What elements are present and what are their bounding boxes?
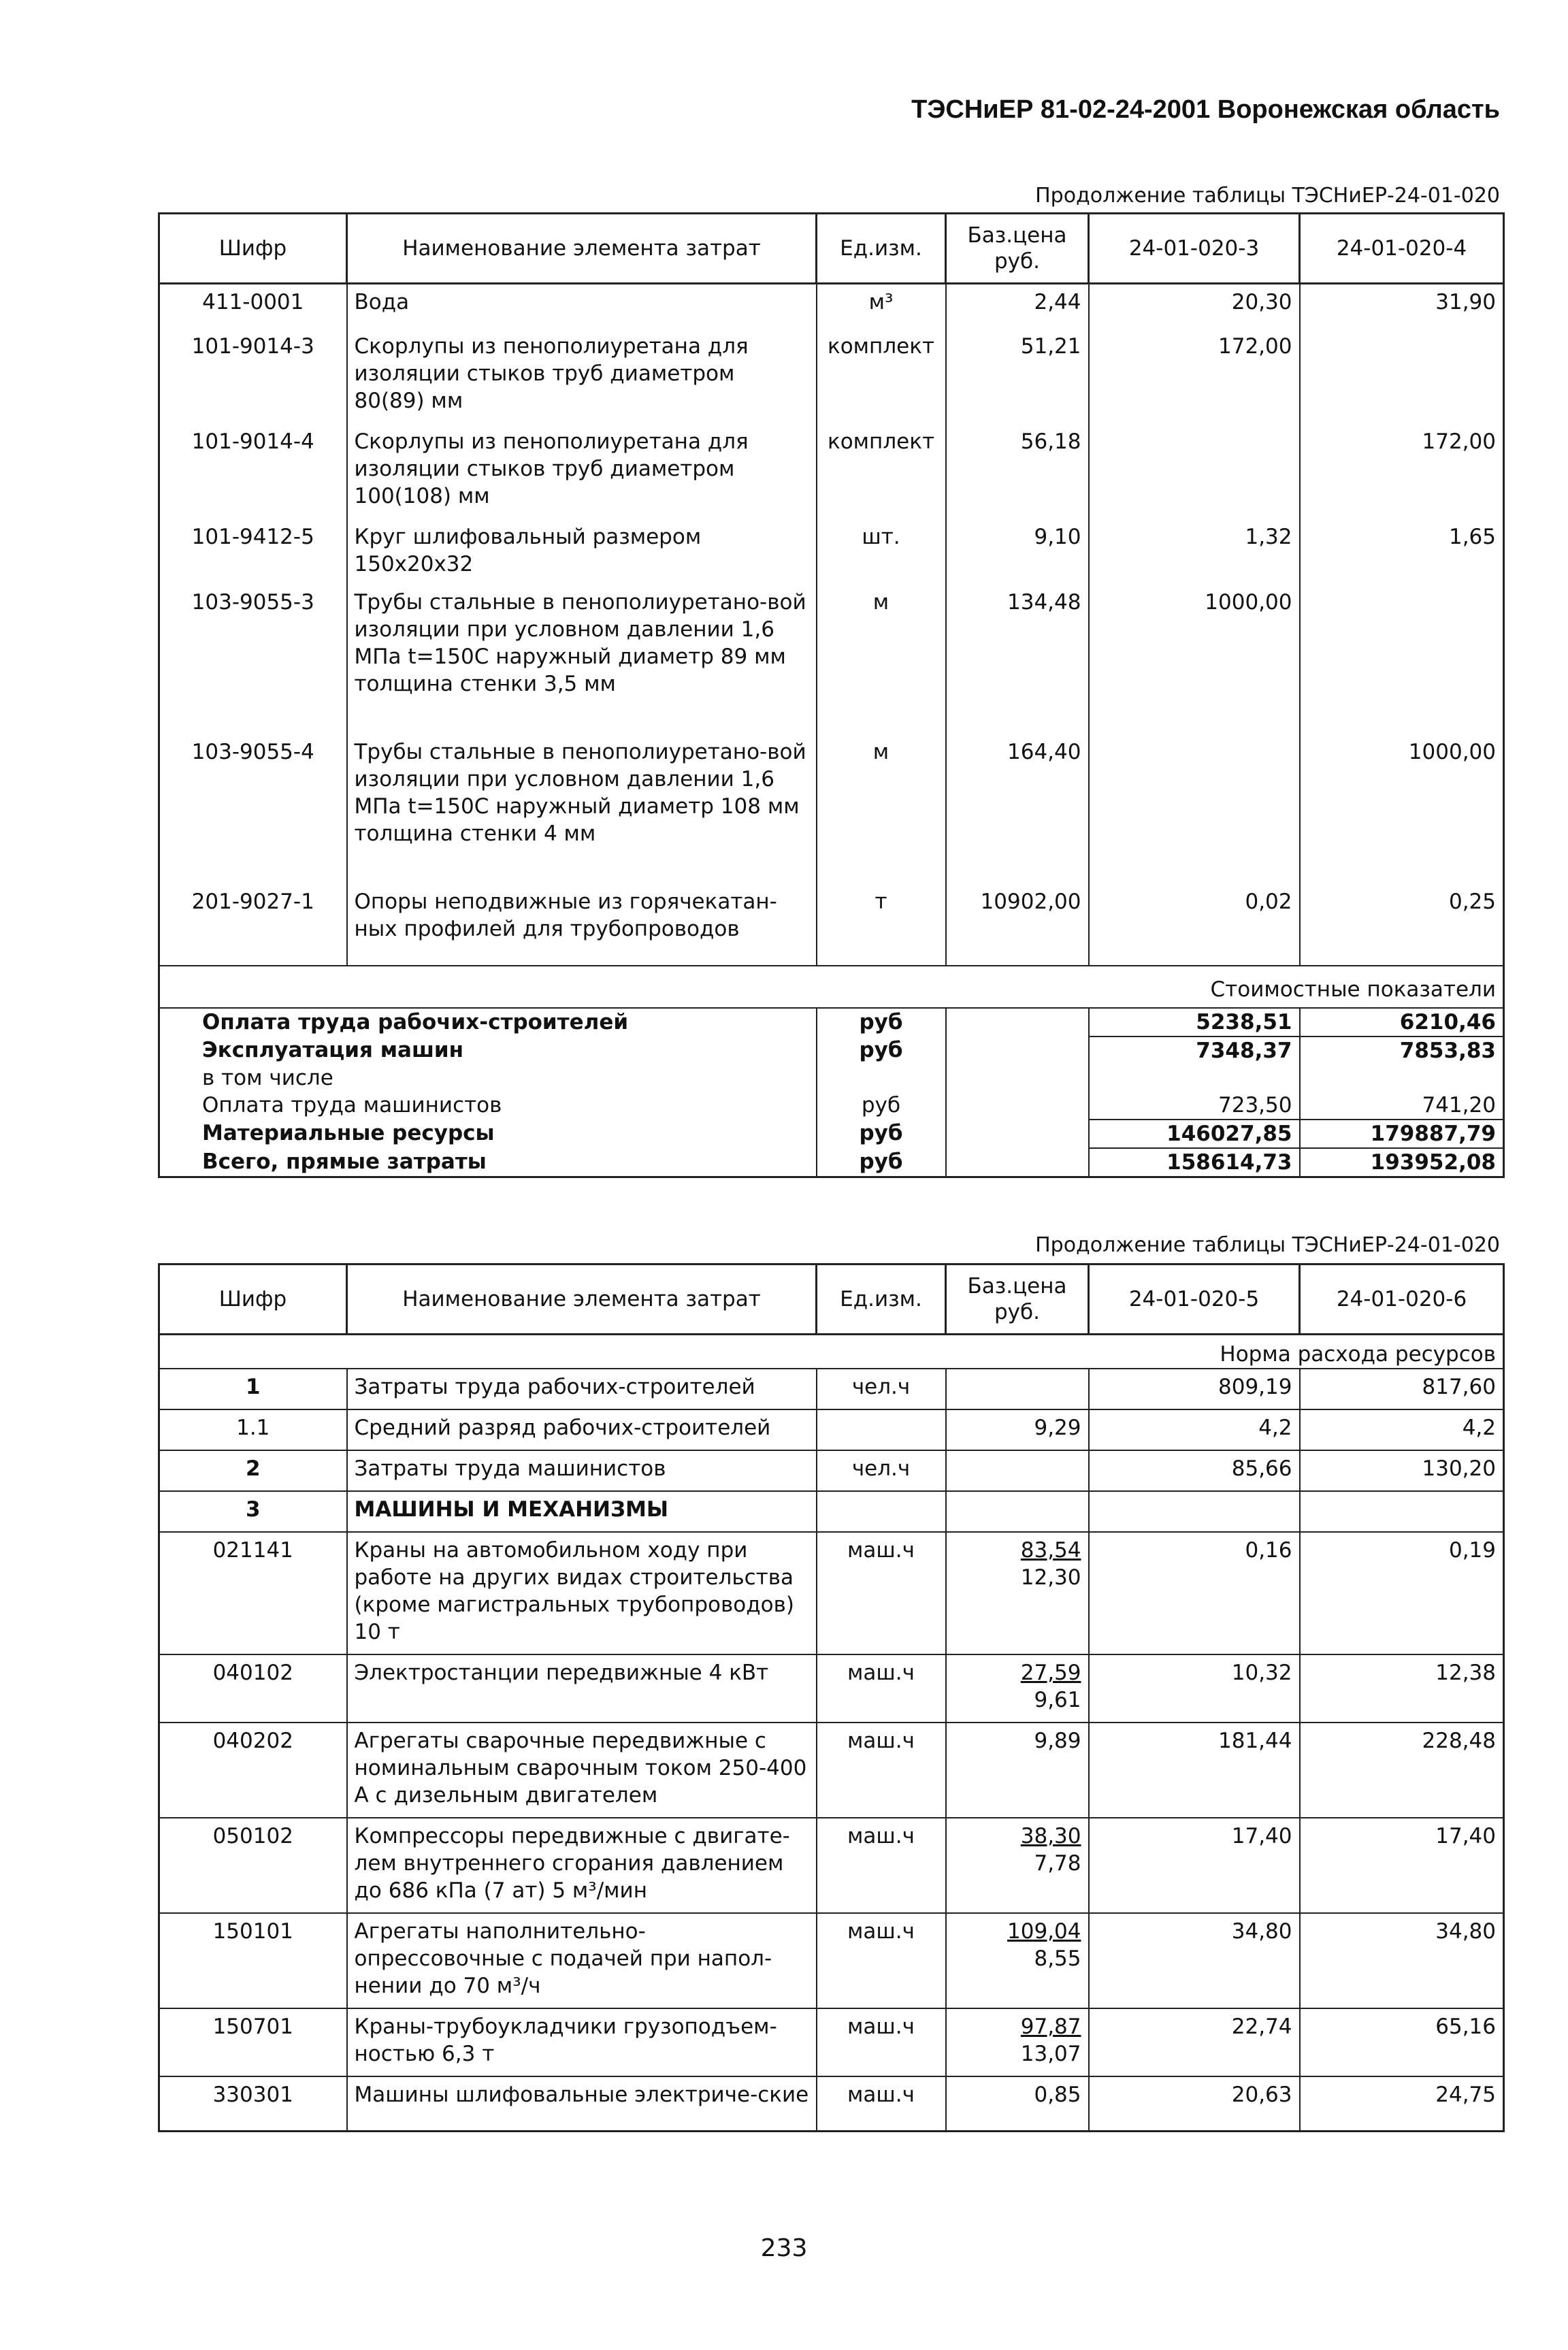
- row-value-1: 34,80: [1089, 1913, 1300, 2008]
- cost-value-2: 179887,79: [1300, 1120, 1504, 1148]
- cost-value-1: [1089, 1064, 1300, 1092]
- table2: [158, 1263, 1505, 2132]
- row-value-2: 0,19: [1300, 1532, 1504, 1654]
- table1-body: [159, 284, 1504, 1177]
- cost-unit: руб: [817, 1037, 946, 1064]
- row-price-total: 109,04: [1007, 1919, 1081, 1944]
- col-header-code: Шифр: [159, 1264, 347, 1335]
- row-price: [946, 1532, 1089, 1654]
- row-value-1: 20,63: [1089, 2076, 1300, 2131]
- row-price-wage: 8,55: [1034, 1946, 1081, 1971]
- row-value-2: [1300, 329, 1504, 424]
- table-row: [159, 2008, 1504, 2076]
- col-header-norm-2: 24-01-020-4: [1300, 214, 1504, 284]
- row-name: Скорлупы из пенополиуретана для изоляции стыков труб диаметром 80(89) мм: [347, 329, 817, 424]
- row-unit: шт.: [817, 519, 946, 585]
- cost-row: [159, 1064, 1504, 1092]
- row-value-1: 22,74: [1089, 2008, 1300, 2076]
- col-header-norm-1: 24-01-020-3: [1089, 214, 1300, 284]
- row-name: Затраты труда машинистов: [347, 1450, 817, 1491]
- row-value-2: 130,20: [1300, 1450, 1504, 1491]
- table-row: [159, 1369, 1504, 1409]
- table-row: [159, 1491, 1504, 1532]
- row-value-1: 172,00: [1089, 329, 1300, 424]
- row-value-1: 10,32: [1089, 1654, 1300, 1723]
- row-name: Вода: [347, 284, 817, 329]
- cost-value-2: 193952,08: [1300, 1148, 1504, 1177]
- col-header-code: Шифр: [159, 214, 347, 284]
- row-value-2: 4,2: [1300, 1409, 1504, 1450]
- row-price: [946, 1369, 1089, 1409]
- row-price-wage: 9,61: [1034, 1688, 1081, 1712]
- row-price: [946, 2008, 1089, 2076]
- row-price: 56,18: [946, 424, 1089, 519]
- row-value-2: 24,75: [1300, 2076, 1504, 2131]
- cost-price-empty: [946, 1008, 1089, 1037]
- row-price: 51,21: [946, 329, 1089, 424]
- row-unit: маш.ч: [817, 1532, 946, 1654]
- row-price: [946, 1654, 1089, 1723]
- row-unit: м³: [817, 284, 946, 329]
- row-name: Машины шлифовальные электриче-ские: [347, 2076, 817, 2131]
- cost-value-2: 6210,46: [1300, 1008, 1504, 1037]
- row-price: 9,10: [946, 519, 1089, 585]
- row-name: Электростанции передвижные 4 кВт: [347, 1654, 817, 1723]
- row-price-total: 27,59: [1020, 1661, 1081, 1685]
- row-value-2: 1000,00: [1300, 734, 1504, 884]
- cost-unit: руб: [817, 1120, 946, 1148]
- cost-price-empty: [946, 1064, 1089, 1092]
- table1: [158, 212, 1505, 1178]
- row-code: 201-9027-1: [191, 889, 314, 914]
- row-value-1: 4,2: [1089, 1409, 1300, 1450]
- table2-body: [159, 1335, 1504, 2132]
- row-code: 101-9014-3: [191, 333, 314, 359]
- cost-row: [159, 1037, 1504, 1064]
- row-price-total: 38,30: [1020, 1824, 1081, 1848]
- cost-value-1: 146027,85: [1089, 1120, 1300, 1148]
- row-code: 411-0001: [202, 290, 304, 314]
- row-unit: [817, 1409, 946, 1450]
- cost-value-2: 7853,83: [1300, 1037, 1504, 1064]
- row-unit: маш.ч: [817, 1913, 946, 2008]
- row-price: [946, 1450, 1089, 1491]
- table1-continuation-label: Продолжение таблицы ТЭСНиЕР-24-01-020: [1035, 184, 1500, 208]
- cost-label: в том числе: [202, 1065, 333, 1090]
- row-code: 103-9055-3: [191, 589, 314, 615]
- row-code: 050102: [159, 1818, 347, 1913]
- row-value-2: [1300, 1491, 1504, 1532]
- row-value-2: 228,48: [1300, 1723, 1504, 1818]
- cost-value-1: 7348,37: [1089, 1037, 1300, 1064]
- row-code: 1: [159, 1369, 347, 1409]
- row-unit: м: [817, 734, 946, 884]
- row-name: Круг шлифовальный размером 150х20х32: [347, 519, 817, 585]
- row-price: 2,44: [946, 284, 1089, 329]
- row-price-total: 9,89: [1034, 1729, 1081, 1753]
- cost-price-empty: [946, 1092, 1089, 1120]
- row-value-1: 1,32: [1089, 519, 1300, 585]
- row-price-wage: 13,07: [1020, 2042, 1081, 2066]
- row-name: Опоры неподвижные из горячекатан-ных профилей для трубопроводов: [347, 884, 817, 966]
- table-row: [159, 329, 1504, 424]
- cost-unit: руб: [817, 1148, 946, 1177]
- cost-row: [159, 1148, 1504, 1177]
- table-row: [159, 1409, 1504, 1450]
- row-code: 101-9014-4: [191, 429, 314, 454]
- cost-unit: руб: [817, 1092, 946, 1120]
- row-price: [946, 1409, 1089, 1450]
- cost-label: Всего, прямые затраты: [202, 1149, 487, 1174]
- table-row: [159, 1723, 1504, 1818]
- row-code: 2: [159, 1450, 347, 1491]
- cost-unit: [817, 1064, 946, 1092]
- table2-header-row: [159, 1264, 1504, 1335]
- row-value-1: 809,19: [1089, 1369, 1300, 1409]
- row-unit: маш.ч: [817, 2076, 946, 2131]
- table-row: [159, 1654, 1504, 1723]
- col-header-norm-2: 24-01-020-6: [1300, 1264, 1504, 1335]
- row-code: 021141: [159, 1532, 347, 1654]
- row-price-total: 9,29: [1034, 1416, 1081, 1440]
- row-value-2: 34,80: [1300, 1913, 1504, 2008]
- row-value-2: 17,40: [1300, 1818, 1504, 1913]
- row-value-2: 65,16: [1300, 2008, 1504, 2076]
- cost-unit: руб: [817, 1008, 946, 1037]
- col-header-unit: Ед.изм.: [817, 214, 946, 284]
- row-value-2: 0,25: [1300, 884, 1504, 966]
- row-name: Скорлупы из пенополиуретана для изоляции стыков труб диаметром 100(108) мм: [347, 424, 817, 519]
- row-name: Трубы стальные в пенополиуретано-вой изоляции при условном давлении 1,6 МПа t=150C наружный диаметр 89 мм толщина стенки 3,5 мм: [347, 585, 817, 734]
- col-header-name: Наименование элемента затрат: [347, 1264, 817, 1335]
- norm-section-title-row: [159, 1335, 1504, 1369]
- cost-row: [159, 1092, 1504, 1120]
- table-row: [159, 519, 1504, 585]
- row-code: 330301: [159, 2076, 347, 2131]
- table-row: [159, 884, 1504, 966]
- row-price: 134,48: [946, 585, 1089, 734]
- cost-section-title: Стоимостные показатели: [159, 966, 1504, 1008]
- row-value-2: [1300, 585, 1504, 734]
- row-name: Средний разряд рабочих-строителей: [347, 1409, 817, 1450]
- row-unit: маш.ч: [817, 1654, 946, 1723]
- row-price-total: 83,54: [1020, 1538, 1081, 1563]
- cost-value-1: 5238,51: [1089, 1008, 1300, 1037]
- row-unit: чел.ч: [817, 1369, 946, 1409]
- table-row: [159, 1818, 1504, 1913]
- row-unit: маш.ч: [817, 2008, 946, 2076]
- row-name: Краны на автомобильном ходу при работе на других видах строительства (кроме магистральных трубопроводов) 10 т: [347, 1532, 817, 1654]
- row-value-1: 1000,00: [1089, 585, 1300, 734]
- row-code: 150701: [159, 2008, 347, 2076]
- cost-value-1: 158614,73: [1089, 1148, 1300, 1177]
- cost-value-2: 741,20: [1300, 1092, 1504, 1120]
- row-name: Трубы стальные в пенополиуретано-вой изоляции при условном давлении 1,6 МПа t=150C наружный диаметр 108 мм толщина стенки 4 мм: [347, 734, 817, 884]
- table-row: [159, 2076, 1504, 2131]
- cost-label: Оплата труда машинистов: [202, 1092, 502, 1117]
- row-code: 3: [159, 1491, 347, 1532]
- col-header-name: Наименование элемента затрат: [347, 214, 817, 284]
- cost-row: [159, 1120, 1504, 1148]
- cost-label: Оплата труда рабочих-строителей: [159, 1008, 817, 1037]
- cost-section-title-row: [159, 966, 1504, 1008]
- row-price-total: 0,85: [1034, 2083, 1081, 2107]
- row-code: 150101: [159, 1913, 347, 2008]
- row-unit: комплект: [817, 424, 946, 519]
- norm-section-title: Норма расхода ресурсов: [1220, 1342, 1496, 1367]
- row-value-2: 817,60: [1300, 1369, 1504, 1409]
- row-code: 040102: [159, 1654, 347, 1723]
- row-value-2: 1,65: [1300, 519, 1504, 585]
- row-value-1: 0,16: [1089, 1532, 1300, 1654]
- row-value-2: 172,00: [1300, 424, 1504, 519]
- row-value-1: 17,40: [1089, 1818, 1300, 1913]
- cost-price-empty: [946, 1148, 1089, 1177]
- row-code: 103-9055-4: [191, 739, 314, 764]
- row-name: Затраты труда рабочих-строителей: [347, 1369, 817, 1409]
- row-price: [946, 1818, 1089, 1913]
- cost-value-2: [1300, 1064, 1504, 1092]
- row-unit: т: [817, 884, 946, 966]
- table-row: [159, 1913, 1504, 2008]
- row-value-1: [1089, 424, 1300, 519]
- col-header-price: Баз.цена руб.: [946, 214, 1089, 284]
- row-unit: комплект: [817, 329, 946, 424]
- row-value-1: 20,30: [1089, 284, 1300, 329]
- row-code: 101-9412-5: [191, 524, 314, 549]
- row-price: 164,40: [946, 734, 1089, 884]
- row-unit: м: [817, 585, 946, 734]
- col-header-price: Баз.цена руб.: [946, 1264, 1089, 1335]
- table-row: [159, 585, 1504, 734]
- cost-value-1: 723,50: [1089, 1092, 1300, 1120]
- row-price: [946, 1723, 1089, 1818]
- row-price-wage: 7,78: [1034, 1851, 1081, 1876]
- row-unit: [817, 1491, 946, 1532]
- row-price: [946, 1913, 1089, 2008]
- table-row: [159, 284, 1504, 329]
- row-unit: маш.ч: [817, 1723, 946, 1818]
- cost-row: [159, 1008, 1504, 1037]
- row-code: 1.1: [159, 1409, 347, 1450]
- row-price-total: 97,87: [1020, 2014, 1081, 2039]
- row-price: [946, 1491, 1089, 1532]
- table-row: [159, 1450, 1504, 1491]
- row-name: МАШИНЫ И МЕХАНИЗМЫ: [347, 1491, 817, 1532]
- cost-label: Материальные ресурсы: [202, 1120, 495, 1145]
- row-value-1: 85,66: [1089, 1450, 1300, 1491]
- row-price: 10902,00: [946, 884, 1089, 966]
- table1-header-row: [159, 214, 1504, 284]
- row-name: Компрессоры передвижные с двигате-лем внутреннего сгорания давлением до 686 кПа (7 ат) 5 м³/мин: [347, 1818, 817, 1913]
- row-name: Краны-трубоукладчики грузоподъем-ностью 6,3 т: [347, 2008, 817, 2076]
- cost-price-empty: [946, 1120, 1089, 1148]
- col-header-unit: Ед.изм.: [817, 1264, 946, 1335]
- cost-price-empty: [946, 1037, 1089, 1064]
- row-value-2: 31,90: [1300, 284, 1504, 329]
- cost-label: Эксплуатация машин: [202, 1037, 464, 1062]
- row-price: [946, 2076, 1089, 2131]
- row-name: Агрегаты сварочные передвижные с номинальным сварочным током 250-400 А с дизельным двигателем: [347, 1723, 817, 1818]
- table-row: [159, 734, 1504, 884]
- page-number: 233: [760, 2234, 808, 2262]
- row-value-1: [1089, 1491, 1300, 1532]
- row-value-1: [1089, 734, 1300, 884]
- col-header-norm-1: 24-01-020-5: [1089, 1264, 1300, 1335]
- row-unit: чел.ч: [817, 1450, 946, 1491]
- table2-continuation-label: Продолжение таблицы ТЭСНиЕР-24-01-020: [1035, 1233, 1500, 1257]
- table-row: [159, 424, 1504, 519]
- row-name: Агрегаты наполнительно-опрессовочные с подачей при напол-нении до 70 м³/ч: [347, 1913, 817, 2008]
- row-value-1: 181,44: [1089, 1723, 1300, 1818]
- document-header: ТЭСНиЕР 81-02-24-2001 Воронежская область: [911, 95, 1500, 124]
- table-row: [159, 1532, 1504, 1654]
- row-value-2: 12,38: [1300, 1654, 1504, 1723]
- row-code: 040202: [159, 1723, 347, 1818]
- row-value-1: 0,02: [1089, 884, 1300, 966]
- row-unit: маш.ч: [817, 1818, 946, 1913]
- row-price-wage: 12,30: [1020, 1565, 1081, 1590]
